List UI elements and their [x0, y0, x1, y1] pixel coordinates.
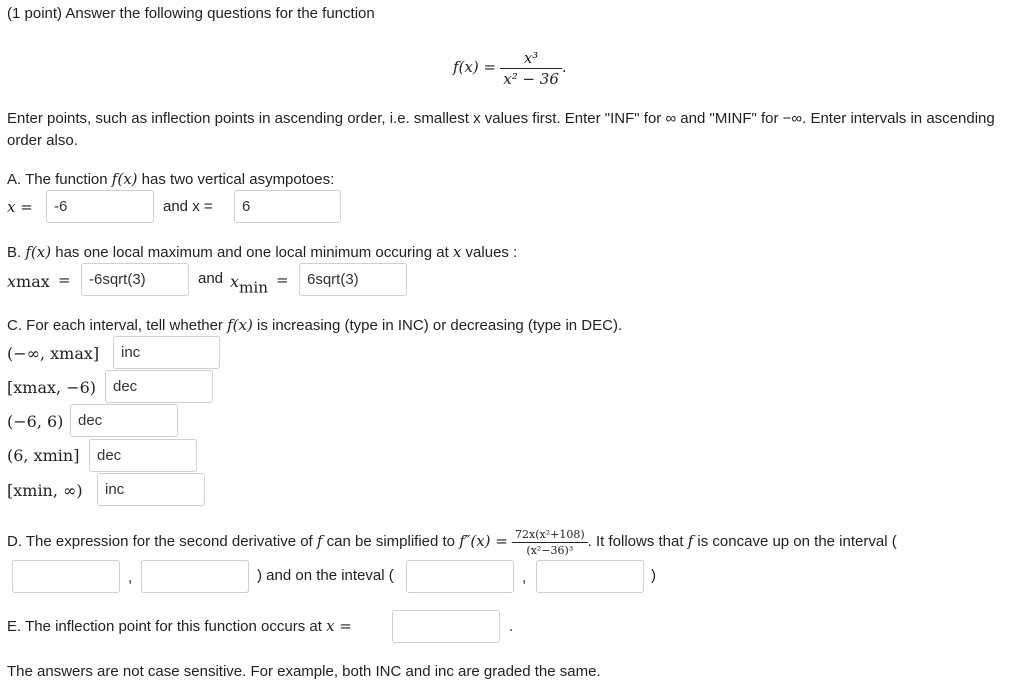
concave-up-end-1-input[interactable]	[141, 560, 249, 593]
xmin-eq: =	[276, 271, 289, 289]
partD-fpp: f″(x) =	[459, 532, 508, 550]
partD-comma-1: ,	[128, 569, 133, 586]
xmin-label-sub: min	[239, 278, 269, 297]
partE-prompt	[7, 617, 352, 635]
interval-label-3: (−6, 6)	[7, 412, 64, 431]
concave-up-start-2-input[interactable]	[406, 560, 514, 593]
partE-x-eq: x =	[326, 617, 352, 635]
partD-comma-2: ,	[522, 569, 527, 586]
concave-up-end-2-input[interactable]	[536, 560, 644, 593]
partA-prompt	[7, 170, 334, 188]
interval-label-4: (6, xmin]	[7, 446, 80, 465]
partD-prompt	[7, 521, 897, 561]
problem-header: (1 point) Answer the following questions for the function	[7, 5, 375, 22]
concave-up-start-1-input[interactable]	[12, 560, 120, 593]
partA-and-label: and x =	[163, 198, 213, 215]
partD-mid-text: ) and on the inteval (	[257, 567, 394, 584]
xmin-input[interactable]: 6sqrt(3)	[299, 263, 407, 296]
interval-label-2: [xmax, −6)	[7, 378, 96, 397]
footer-note: The answers are not case sensitive. For example, both INC and inc are graded the same.	[7, 663, 601, 680]
partD-prompt-post2: is concave up on the interval (	[693, 533, 897, 550]
interval-input-2[interactable]: dec	[105, 370, 213, 403]
asymptote-input-1[interactable]: -6	[46, 190, 154, 223]
function-end: .	[561, 58, 567, 76]
partC-fx: f(x)	[227, 316, 253, 334]
function-display	[453, 42, 567, 92]
partB-prompt-post: values :	[461, 244, 518, 261]
interval-label-5: [xmin, ∞)	[7, 481, 83, 500]
partB-prompt-mid: has one local maximum and one local minimum occuring at	[51, 244, 453, 261]
partC-prompt-pre: C. For each interval, tell whether	[7, 317, 228, 334]
partB-prompt-pre: B.	[7, 244, 26, 261]
partB-x: x	[452, 243, 462, 261]
function-denominator: x² − 36	[503, 69, 559, 88]
partB-prompt	[7, 243, 517, 261]
partD-prompt-post: . It follows that	[587, 533, 688, 550]
asymptote-input-2[interactable]: 6	[234, 190, 341, 223]
xmin-label-x: x	[230, 272, 240, 291]
partB-fx: f(x)	[25, 243, 52, 261]
partB-and: and	[198, 270, 224, 287]
inflection-point-input[interactable]	[392, 610, 500, 643]
partE-prompt-text: E. The inflection point for this function occurs at	[7, 618, 327, 635]
xmin-label	[230, 272, 269, 297]
xmax-label	[7, 272, 50, 291]
interval-label-1: (−∞, xmax]	[7, 344, 100, 363]
partD-prompt-pre: D. The expression for the second derivative of	[7, 533, 317, 550]
interval-input-1[interactable]: inc	[113, 336, 220, 369]
second-derivative-denominator: (x²−36)³	[526, 543, 574, 557]
xmax-label-x: x	[7, 272, 17, 291]
xmax-eq: =	[58, 271, 71, 289]
interval-input-3[interactable]: dec	[70, 404, 178, 437]
interval-input-5[interactable]: inc	[97, 473, 205, 506]
partD-prompt-mid: can be simplified to	[322, 533, 460, 550]
instructions: Enter points, such as inflection points in ascending order, i.e. smallest x values first. Enter "INF" for ∞ and "MINF" for −∞. Enter intervals in ascending order also.	[7, 110, 995, 149]
xmax-input[interactable]: -6sqrt(3)	[81, 263, 189, 296]
partE-end: .	[509, 618, 514, 635]
partA-prompt-post: has two vertical asympotoes:	[137, 171, 335, 188]
partD-end: )	[651, 567, 656, 584]
partC-prompt-post: is increasing (type in INC) or decreasing (type in DEC).	[252, 317, 623, 334]
partA-x-label: x =	[7, 198, 33, 216]
partC-prompt	[7, 316, 622, 334]
function-numerator: x³	[500, 48, 562, 69]
interval-input-4[interactable]: dec	[89, 439, 197, 472]
partA-prompt-pre: A. The function	[7, 171, 112, 188]
partD-f2: f	[687, 532, 694, 550]
partD-f: f	[316, 532, 323, 550]
partA-fx: f(x)	[111, 170, 138, 188]
xmax-label-sub: max	[16, 272, 50, 291]
function-lhs: f(x) =	[453, 58, 497, 76]
second-derivative-numerator: 72x(x²+108)	[512, 527, 588, 543]
